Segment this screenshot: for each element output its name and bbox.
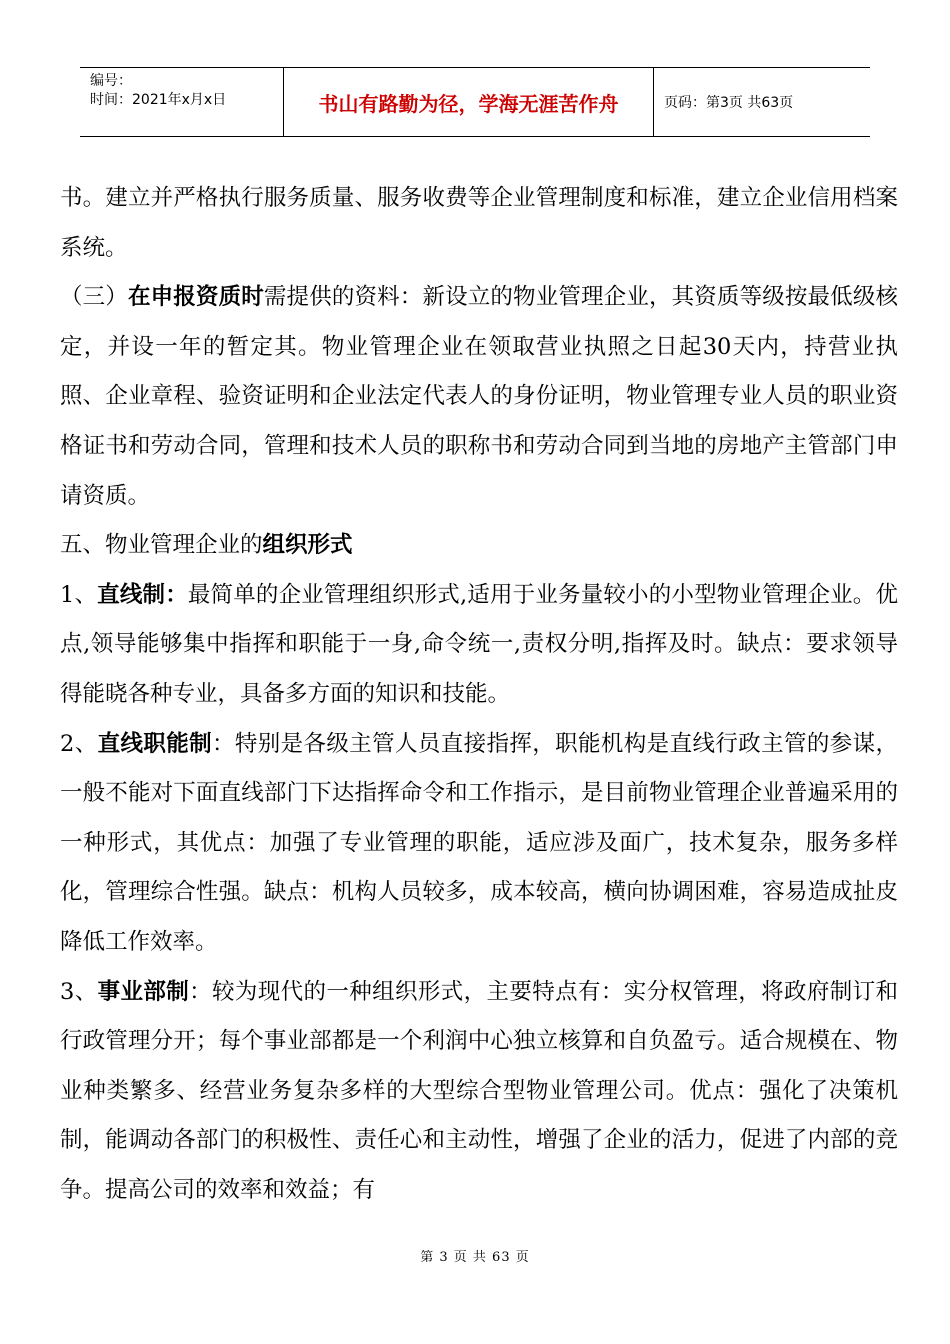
text-run: （三） xyxy=(60,284,128,311)
bold-term: 在申报资质时 xyxy=(127,284,264,311)
header-page-code: 页码：第3页 共63页 xyxy=(664,95,794,111)
text-run: ：较为现代的一种组织形式，主要特点有：实分权管理，将政府制订和行政管理分开；每个事业部都是一个利润中心独立核算和自负盈亏。适合规模在、物业种类繁多、经营业务复杂多样的大型综合型物业管理公司。优点：强化了决策机制，能调动各部门的积极性、责任心和主动性，增强了企业的活力，促进了内部的竞争。提高公司的效率和效益；有 xyxy=(60,978,898,1203)
paragraph-division-system xyxy=(60,968,898,1216)
paragraph-line-system xyxy=(60,571,898,720)
bold-term: 组织形式 xyxy=(262,532,353,559)
item-number: 3、 xyxy=(60,978,98,1005)
paragraph-continuation xyxy=(60,174,898,273)
document-date: 时间：2021年x月x日 xyxy=(90,92,227,108)
text-run: 最简单的企业管理组织形式,适用于业务量较小的小型物业管理企业。优点,领导能够集中指挥和职能于一身,命令统一,责权分明,指挥及时。缺点：要求领导得能晓各种专业，具备多方面的知识和技能。 xyxy=(60,581,898,707)
section-heading-org-forms xyxy=(60,521,898,571)
item-number: 1、 xyxy=(60,581,98,608)
text-run: 五、物业管理企业的 xyxy=(60,532,263,559)
bold-term: 事业部制 xyxy=(97,978,190,1005)
text-run: 书。建立并严格执行服务质量、服务收费等企业管理制度和标准，建立企业信用档案系统。 xyxy=(60,185,898,261)
document-body xyxy=(60,174,898,1215)
paragraph-line-function-system xyxy=(60,720,898,968)
header-motto: 书山有路勤为径，学海无涯苦作舟 xyxy=(283,68,654,136)
item-number: 2、 xyxy=(60,730,98,757)
paragraph-qualification-materials xyxy=(60,273,898,521)
page-header xyxy=(80,67,870,137)
text-run: 需提供的资料：新设立的物业管理企业，其资质等级按最低级核定，并设一年的暂定其。物业管理企业在领取营业执照之日起30天内，持营业执照、企业章程、验资证明和企业法定代表人的身份证明，物业管理专业人员的职业资格证书和劳动合同，管理和技术人员的职称书和劳动合同到当地的房地产主管部门申请资质。 xyxy=(60,284,898,509)
bold-term: 直线职能制 xyxy=(97,730,212,757)
header-meta xyxy=(80,68,283,136)
page-footer: 第 3 页 共 63 页 xyxy=(420,1250,530,1265)
document-number-label: 编号： xyxy=(90,73,132,89)
bold-term: 直线制： xyxy=(97,581,188,608)
text-run: ：特别是各级主管人员直接指挥，职能机构是直线行政主管的参谋，一般不能对下面直线部门下达指挥命令和工作指示，是目前物业管理企业普遍采用的一种形式，其优点：加强了专业管理的职能，适应涉及面广，技术复杂，服务多样化，管理综合性强。缺点：机构人员较多，成本较高，横向协调困难，容易造成扯皮降低工作效率。 xyxy=(60,730,898,955)
